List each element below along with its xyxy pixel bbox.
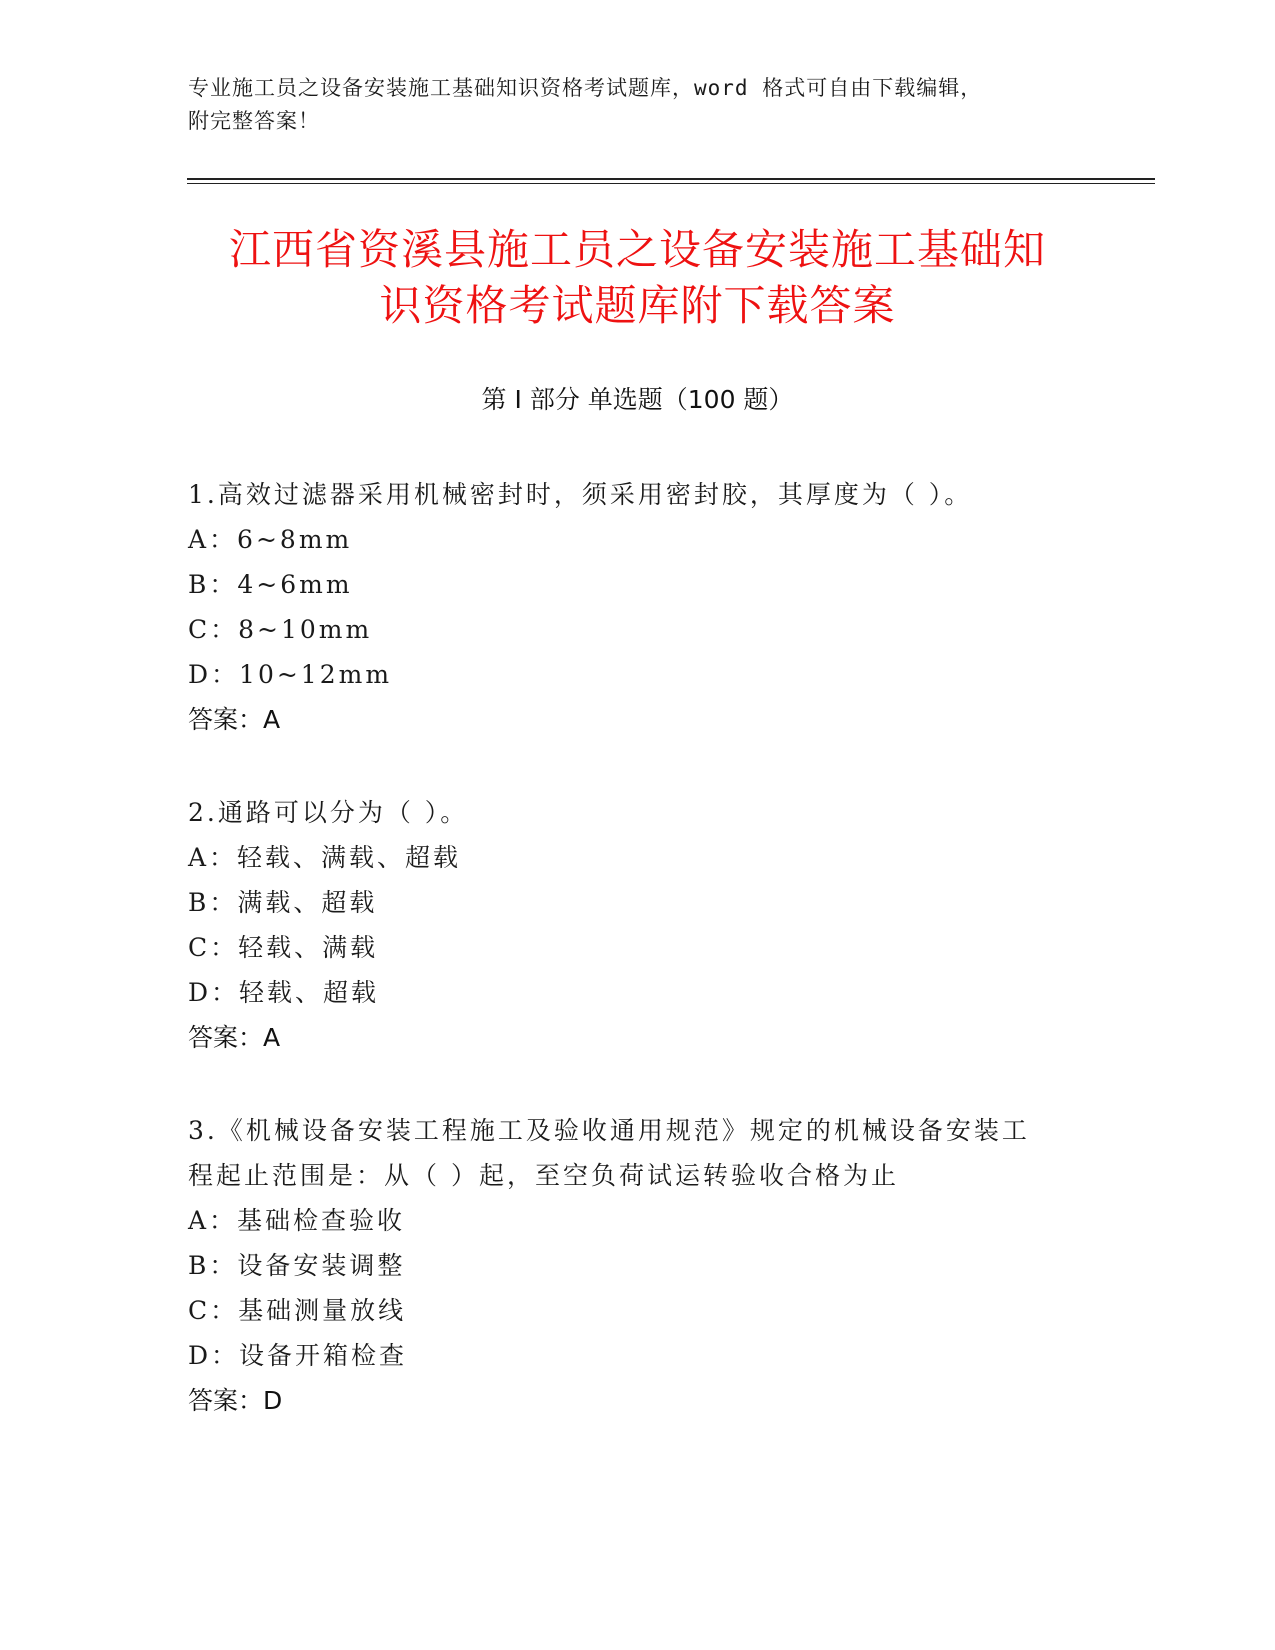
question-stem: 1.高效过滤器采用机械密封时，须采用密封胶，其厚度为（ ）。: [188, 480, 973, 509]
answer: 答案：A: [188, 1023, 281, 1052]
question-2: [188, 790, 1088, 1060]
header-note-line-1: 专业施工员之设备安装施工基础知识资格考试题库，word 格式可自由下载编辑，: [188, 76, 983, 100]
option-c: C：基础测量放线: [188, 1296, 407, 1325]
question-stem: 2.通路可以分为（ ）。: [188, 798, 469, 827]
option-d: D：10~12mm: [188, 660, 393, 689]
document-title-line-2: 识资格考试题库附下载答案: [379, 281, 896, 330]
option-c: C：8~10mm: [188, 615, 373, 644]
option-a: A：轻载、满载、超载: [188, 843, 462, 872]
answer: 答案：D: [188, 1386, 283, 1415]
question-1: [188, 472, 1088, 742]
option-d: D：轻载、超载: [188, 978, 380, 1007]
option-a: A：6~8mm: [188, 525, 353, 554]
option-d: D：设备开箱检查: [188, 1341, 408, 1370]
question-stem-line-2: 程起止范围是：从（ ）起，至空负荷试运转验收合格为止: [188, 1161, 899, 1190]
header-divider-thin: [187, 183, 1155, 184]
answer: 答案：A: [188, 705, 281, 734]
document-title: [150, 222, 1125, 334]
header-note: [188, 72, 1068, 138]
option-b: B：4~6mm: [188, 570, 353, 599]
document-title-line-1: 江西省资溪县施工员之设备安装施工基础知: [228, 225, 1046, 274]
header-divider-thick: [187, 178, 1155, 180]
section-title: 第 I 部分 单选题（100 题）: [481, 385, 794, 414]
header-note-line-2: 附完整答案！: [188, 109, 320, 133]
option-a: A：基础检查验收: [188, 1206, 406, 1235]
question-stem-line-1: 3.《机械设备安装工程施工及验收通用规范》规定的机械设备安装工: [188, 1116, 1030, 1145]
option-b: B：设备安装调整: [188, 1251, 406, 1280]
option-c: C：轻载、满载: [188, 933, 379, 962]
question-3: [188, 1108, 1088, 1423]
option-b: B：满载、超载: [188, 888, 378, 917]
